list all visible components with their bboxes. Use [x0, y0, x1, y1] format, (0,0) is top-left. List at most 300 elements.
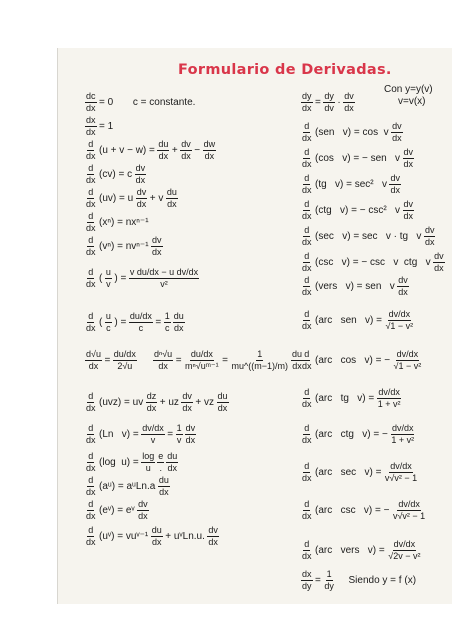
- numerator: d: [304, 121, 310, 131]
- fraction: [217, 392, 229, 413]
- fraction: [85, 164, 97, 185]
- denominator: dx: [167, 463, 178, 473]
- denominator: 1 + v²: [377, 399, 401, 409]
- denominator: dx: [292, 361, 302, 371]
- numerator: 1: [257, 349, 263, 359]
- numerator: du: [158, 475, 169, 485]
- denominator: dx: [86, 199, 96, 209]
- formula-text: +: [171, 144, 178, 156]
- right-formula-4: [300, 174, 402, 195]
- formula-text: (sec v) = sec v · tg v: [315, 230, 422, 242]
- right-formula-15: [300, 540, 422, 561]
- fraction: [301, 540, 313, 561]
- right-formula-3: [300, 148, 415, 169]
- denominator: dx: [390, 185, 400, 195]
- fraction: [157, 140, 169, 161]
- fraction: [141, 452, 155, 473]
- denominator: mu^((m−1)/m): [231, 361, 288, 371]
- numerator: 1: [326, 569, 332, 579]
- numerator: d: [304, 275, 310, 285]
- numerator: d: [304, 423, 310, 433]
- denominator: .: [159, 463, 163, 473]
- fraction: [157, 452, 164, 473]
- formula-text: (: [99, 316, 103, 328]
- formula-text: (uv) = u: [99, 192, 134, 204]
- right-formula-10: [300, 350, 423, 371]
- fraction: [153, 350, 173, 371]
- formula-text: (xⁿ) = nxⁿ⁻¹: [99, 216, 149, 228]
- numerator: du: [158, 139, 169, 149]
- denominator: dx: [86, 323, 96, 333]
- denominator: dx: [217, 403, 228, 413]
- numerator: d: [88, 139, 94, 149]
- denominator: √1 − v²: [385, 321, 414, 331]
- denominator: dx: [173, 323, 184, 333]
- formula-text: (arc csc v) = −: [315, 504, 390, 516]
- numerator: d: [304, 349, 310, 359]
- denominator: dx: [403, 211, 414, 221]
- header-note-line-2: v=v(x): [398, 96, 426, 107]
- numerator: dv: [390, 173, 400, 183]
- denominator: dx: [181, 151, 191, 161]
- denominator: dx: [208, 537, 218, 547]
- numerator: u: [105, 267, 111, 277]
- fraction: [391, 122, 403, 143]
- fraction: [85, 476, 97, 497]
- left-formula-11: [84, 392, 230, 413]
- numerator: d: [88, 423, 94, 433]
- denominator: dx: [86, 511, 96, 521]
- fraction: [136, 188, 148, 209]
- fraction: [135, 164, 147, 185]
- numerator: dv/dx: [388, 309, 411, 319]
- fraction: [301, 310, 313, 331]
- fraction: [85, 350, 102, 371]
- formula-text: = 0: [99, 96, 114, 108]
- header-note-line-1: Con y=y(v): [384, 84, 433, 95]
- numerator: d: [304, 539, 310, 549]
- numerator: dv/dx: [396, 349, 419, 359]
- fraction: [85, 312, 97, 333]
- denominator: v√v² − 1: [384, 473, 418, 483]
- fraction: [403, 148, 415, 169]
- formula-text: (vers v) = sen v: [315, 280, 395, 292]
- fraction: [85, 116, 97, 137]
- denominator: dx: [398, 287, 408, 297]
- formula-text: =: [155, 316, 162, 328]
- numerator: d: [304, 499, 310, 509]
- numerator: dw: [203, 139, 216, 149]
- right-formula-5: [300, 200, 415, 221]
- denominator: u: [145, 463, 151, 473]
- left-formula-15: [84, 500, 150, 521]
- fraction: [392, 500, 426, 521]
- fraction: [301, 148, 313, 169]
- fraction: [185, 424, 197, 445]
- denominator: v: [106, 279, 111, 289]
- denominator: dx: [86, 127, 96, 137]
- numerator: dⁿ√u: [153, 349, 173, 359]
- formula-text: =: [167, 428, 174, 440]
- numerator: du: [151, 525, 162, 535]
- numerator: v du/dx − u dv/dx: [129, 267, 199, 277]
- denominator: dx: [86, 403, 96, 413]
- denominator: c: [138, 323, 144, 333]
- numerator: dy: [302, 91, 312, 101]
- fraction: [343, 92, 355, 113]
- left-formula-8: [84, 268, 200, 289]
- fraction: [176, 424, 183, 445]
- fraction: [301, 424, 313, 445]
- fraction: [301, 92, 313, 113]
- left-formula-9: [84, 312, 186, 333]
- numerator: dv/dx: [393, 539, 416, 549]
- denominator: dy: [324, 581, 334, 591]
- formula-text: (ctg v) = − csc² v: [315, 204, 401, 216]
- formula-text: (tg v) = sec² v: [315, 178, 387, 190]
- fraction: [166, 188, 178, 209]
- denominator: dx: [86, 537, 96, 547]
- denominator: dx: [302, 511, 312, 521]
- right-formula-11: [300, 388, 402, 409]
- numerator: d: [88, 499, 94, 509]
- numerator: d: [304, 225, 310, 235]
- numerator: dv: [152, 235, 162, 245]
- denominator: √2v − v²: [388, 551, 421, 561]
- denominator: dx: [146, 403, 157, 413]
- fraction: [301, 462, 313, 483]
- numerator: d: [304, 251, 310, 261]
- numerator: log: [142, 451, 155, 461]
- denominator: dx: [302, 361, 312, 371]
- numerator: dv: [208, 525, 218, 535]
- denominator: dx: [167, 199, 177, 209]
- formula-text: ·: [337, 96, 341, 108]
- fraction: [164, 312, 171, 333]
- fraction: [180, 140, 192, 161]
- fraction: [424, 226, 436, 247]
- numerator: dv: [138, 499, 148, 509]
- numerator: dx: [86, 115, 96, 125]
- fraction: [301, 252, 313, 273]
- formula-text: (Ln v) =: [99, 428, 139, 440]
- right-formula-14: [300, 500, 427, 521]
- fraction: [301, 500, 313, 521]
- formula-text: (u + v − w) =: [99, 144, 155, 156]
- denominator: dx: [302, 287, 312, 297]
- numerator: dv: [424, 225, 435, 235]
- formula-text: (arc sec v) =: [315, 466, 382, 478]
- fraction: [301, 226, 313, 247]
- denominator: dx: [86, 175, 96, 185]
- numerator: dv: [135, 163, 146, 173]
- fraction: [301, 200, 313, 221]
- numerator: d: [304, 387, 310, 397]
- denominator: dx: [159, 487, 169, 497]
- numerator: dv: [398, 275, 408, 285]
- denominator: dx: [204, 151, 215, 161]
- fraction: [397, 276, 409, 297]
- numerator: dv: [181, 139, 191, 149]
- denominator: dx: [86, 463, 96, 473]
- denominator: dx: [86, 487, 96, 497]
- numerator: d: [88, 235, 94, 245]
- fraction: [377, 388, 402, 409]
- right-formula-13: [300, 462, 419, 483]
- fraction: [129, 312, 153, 333]
- numerator: dc: [86, 91, 96, 101]
- formula-text: (uᵛ) = vuᵛ⁻¹: [99, 530, 149, 542]
- right-formula-16: [300, 570, 418, 591]
- numerator: du/dx: [190, 349, 213, 359]
- numerator: dv/dx: [398, 499, 420, 509]
- fraction: [85, 452, 97, 473]
- numerator: du: [173, 311, 184, 321]
- denominator: 2√u: [117, 361, 133, 371]
- fraction: [85, 140, 97, 161]
- denominator: dx: [302, 133, 312, 143]
- denominator: dx: [344, 103, 354, 113]
- formula-text: ) =: [114, 272, 127, 284]
- denominator: c: [164, 323, 170, 333]
- formula-text: (csc v) = − csc v ctg v: [315, 256, 431, 268]
- formula-text: =: [175, 354, 182, 366]
- left-formula-5: [84, 188, 179, 209]
- denominator: dx: [86, 279, 96, 289]
- numerator: e: [158, 451, 164, 461]
- denominator: dy: [302, 581, 312, 591]
- right-formula-9: [300, 310, 415, 331]
- numerator: du: [166, 187, 177, 197]
- formula-text: =: [315, 96, 321, 108]
- numerator: d: [88, 163, 94, 173]
- fraction: [384, 462, 418, 483]
- denominator: dx: [182, 403, 192, 413]
- numerator: du/dx: [113, 349, 136, 359]
- numerator: d: [88, 391, 94, 401]
- fraction: [393, 350, 423, 371]
- fraction: [387, 540, 421, 561]
- denominator: dx: [88, 361, 99, 371]
- formula-text: (arc cos v) = −: [315, 354, 391, 366]
- left-formula-1: [84, 92, 197, 113]
- numerator: dv: [136, 187, 147, 197]
- denominator: dx: [151, 537, 162, 547]
- fraction: [151, 236, 163, 257]
- numerator: d: [88, 187, 94, 197]
- formula-text: + vz: [195, 396, 215, 408]
- denominator: dx: [302, 551, 312, 561]
- fraction: [301, 388, 313, 409]
- denominator: dx: [424, 237, 435, 247]
- denominator: dx: [86, 103, 96, 113]
- numerator: du: [167, 451, 178, 461]
- formula-text: (log u) =: [99, 456, 139, 468]
- numerator: 1: [164, 311, 170, 321]
- fraction: [85, 500, 97, 521]
- numerator: u: [105, 311, 111, 321]
- fraction: [181, 392, 193, 413]
- numerator: dv/dx: [378, 387, 400, 397]
- denominator: dx: [135, 175, 146, 185]
- left-formula-4: [84, 164, 147, 185]
- denominator: dx: [302, 399, 312, 409]
- numerator: dv: [403, 199, 414, 209]
- fraction: [151, 526, 163, 547]
- numerator: dv: [344, 91, 354, 101]
- denominator: v²: [160, 279, 168, 289]
- denominator: dx: [185, 435, 196, 445]
- numerator: d: [88, 451, 94, 461]
- numerator: d: [88, 525, 94, 535]
- fraction: [129, 268, 199, 289]
- numerator: dv/dx: [142, 423, 164, 433]
- denominator: dx: [403, 159, 414, 169]
- fraction: [137, 500, 149, 521]
- formula-text: (: [99, 272, 103, 284]
- fraction: [433, 252, 445, 273]
- fraction: [85, 424, 97, 445]
- fraction: [166, 452, 178, 473]
- fraction: [85, 188, 97, 209]
- fraction: [207, 526, 219, 547]
- fraction: [301, 174, 313, 195]
- denominator: dx: [434, 263, 444, 273]
- fraction: [301, 570, 313, 591]
- fraction: [173, 312, 185, 333]
- formula-text: (arc vers v) =: [315, 544, 385, 556]
- fraction: [384, 310, 414, 331]
- numerator: d: [304, 309, 310, 319]
- formula-text: + uᵛLn.u.: [165, 530, 205, 542]
- left-formula-12: [84, 424, 197, 445]
- formula-text: −: [194, 144, 201, 156]
- fraction: [403, 200, 415, 221]
- right-formula-1: [300, 92, 356, 113]
- denominator: dx: [158, 361, 168, 371]
- denominator: dx: [302, 237, 312, 247]
- formula-text: + uz: [159, 396, 179, 408]
- fraction: [85, 212, 97, 233]
- denominator: 1 + v²: [391, 435, 415, 445]
- formula-text: =: [315, 574, 321, 586]
- formula-text: (cos v) = − sen v: [315, 152, 401, 164]
- left-formula-7: [84, 236, 164, 257]
- numerator: d: [304, 199, 310, 209]
- numerator: d: [88, 311, 94, 321]
- fraction: [323, 570, 335, 591]
- numerator: du: [217, 391, 228, 401]
- formula-text: c = constante.: [116, 96, 196, 108]
- formula-text: + v: [149, 192, 164, 204]
- numerator: dv: [392, 121, 402, 131]
- denominator: dx: [86, 247, 96, 257]
- right-formula-12: [300, 424, 416, 445]
- denominator: v: [150, 435, 156, 445]
- left-formula-10: [84, 350, 304, 371]
- fraction: [85, 236, 97, 257]
- left-formula-2: [84, 116, 115, 137]
- formula-text: =: [222, 354, 229, 366]
- formula-text: (vⁿ) = nvⁿ⁻¹: [99, 240, 149, 252]
- denominator: mⁿ√uᵐ⁻¹: [185, 361, 219, 371]
- fraction: [231, 350, 289, 371]
- left-formula-16: [84, 526, 220, 547]
- fraction: [389, 174, 401, 195]
- formula-text: = 1: [99, 120, 114, 132]
- formula-text: (sen v) = cos v: [315, 126, 389, 138]
- denominator: dx: [302, 435, 312, 445]
- page-title: Formulario de Derivadas.: [178, 62, 392, 78]
- right-formula-7: [300, 252, 446, 273]
- formula-text: (aᵘ) = aᵘLn.a: [99, 480, 156, 492]
- numerator: dv: [434, 251, 444, 261]
- formula-text: (arc sen v) =: [315, 314, 382, 326]
- numerator: dv/dx: [390, 461, 412, 471]
- numerator: 1: [176, 423, 182, 433]
- formula-text: [138, 356, 152, 366]
- numerator: d: [304, 461, 310, 471]
- fraction: [390, 424, 415, 445]
- denominator: dx: [158, 151, 169, 161]
- formula-text: (arc ctg v) = −: [315, 428, 388, 440]
- fraction: [301, 276, 313, 297]
- fraction: [146, 392, 158, 413]
- numerator: du/dx: [129, 311, 152, 321]
- denominator: dx: [138, 511, 148, 521]
- formula-text: (arc tg v) =: [315, 392, 375, 404]
- numerator: d√u: [86, 349, 101, 359]
- denominator: dx: [302, 159, 312, 169]
- fraction: [105, 312, 112, 333]
- formula-text: Siendo y = f (x): [337, 574, 417, 586]
- formula-text: =: [104, 354, 111, 366]
- left-formula-3: [84, 140, 217, 161]
- fraction: [85, 92, 97, 113]
- denominator: √1 − v²: [393, 361, 422, 371]
- numerator: dv: [185, 423, 196, 433]
- numerator: dy: [324, 91, 334, 101]
- numerator: dz: [146, 391, 157, 401]
- fraction: [85, 526, 97, 547]
- fraction: [85, 392, 97, 413]
- numerator: d: [304, 173, 310, 183]
- fraction: [301, 350, 313, 371]
- denominator: dx: [302, 473, 312, 483]
- numerator: d: [88, 211, 94, 221]
- fraction: [203, 140, 217, 161]
- denominator: dx: [302, 103, 312, 113]
- denominator: v: [176, 435, 182, 445]
- denominator: dx: [152, 247, 162, 257]
- formula-text: (eᵛ) = eᵛ: [99, 504, 135, 516]
- numerator: d: [88, 267, 94, 277]
- numerator: du: [292, 349, 303, 359]
- left-formula-6: [84, 212, 150, 233]
- denominator: dx: [136, 199, 147, 209]
- fraction: [141, 424, 165, 445]
- left-formula-14: [84, 476, 171, 497]
- fraction: [105, 268, 112, 289]
- numerator: dv: [403, 147, 414, 157]
- right-formula-8: [300, 276, 410, 297]
- numerator: dv: [182, 391, 192, 401]
- fraction: [323, 92, 335, 113]
- fraction: [113, 350, 137, 371]
- numerator: d: [88, 475, 94, 485]
- left-formula-13: [84, 452, 179, 473]
- right-formula-6: [300, 226, 436, 247]
